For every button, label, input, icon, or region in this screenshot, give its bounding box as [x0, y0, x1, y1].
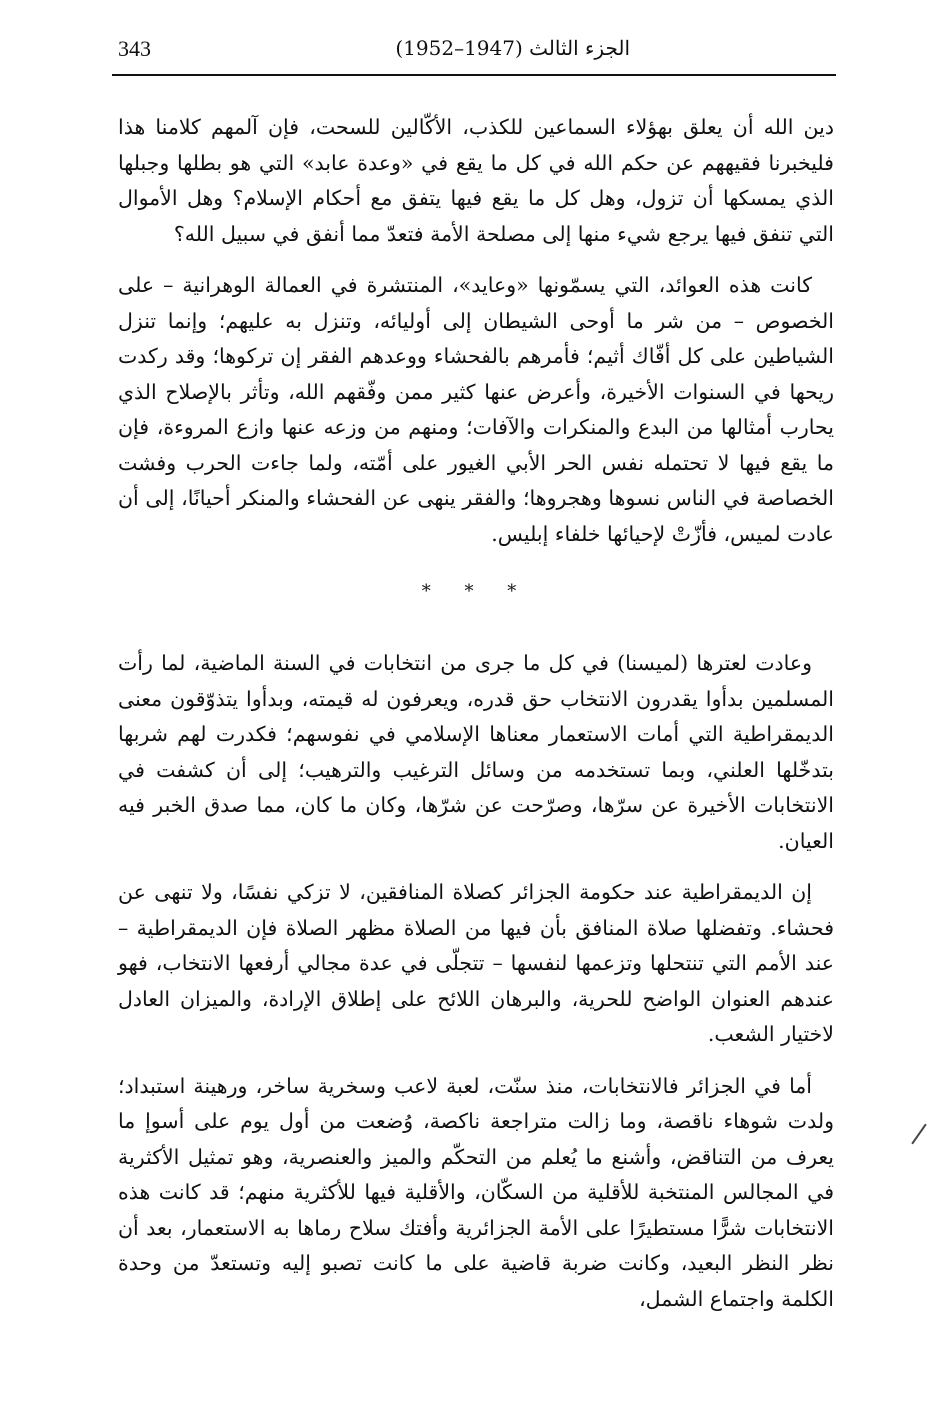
paragraph: وعادت لعترها (لميسنا) في كل ما جرى من انتخابات في السنة الماضية، لما رأت المسلمين بدأوا يقدرون الانتخاب حق قدره، ويعرفون له قيمته، وبدأوا يتذوّقون معنى الديمقراطية التي أمات الاستعمار معناها الإسلامي في نفوسهم؛ فكدرت لهم شربها بتدخّلها العلني، وبما تستخدمه من وسائل الترغيب والترهيب؛ إلى أن كشفت في الانتخابات الأخيرة عن سرّها، وصرّحت عن شرّها، وكان ما كان، مما صدق الخبر فيه العيان.: [118, 651, 834, 853]
page-header: [112, 34, 836, 76]
page-number: 343: [118, 36, 151, 61]
main-text: [118, 110, 834, 1333]
running-title: الجزء الثالث (1947–1952): [395, 36, 630, 60]
section-separator: * * *: [421, 581, 531, 602]
paragraph: أما في الجزائر فالانتخابات، منذ سنّت، لعبة لاعب وسخرية ساخر، ورهينة استبداد؛ ولدت شوهاء ناقصة، وما زالت متراجعة ناكصة، وُضعت من أول يوم على أسوإ ما يعرف من التناقض، وأشنع ما يُعلم من التحكّم والميز والعنصرية، وهو تمثيل الأكثرية في المجالس المنتخبة للأقلية من السكّان، والأقلية فيها للأكثرية منهم؛ قد كانت هذه الانتخابات شرًّا مستطيرًا على الأمة الجزائرية وأفتك سلاح رماها به الاستعمار، بعد أن نظر النظر البعيد، وكانت ضربة قاضية على ما كانت تصبو إليه وتستعدّ من وحدة الكلمة واجتماع الشمل،: [118, 1073, 834, 1311]
paragraph: إن الديمقراطية عند حكومة الجزائر كصلاة المنافقين، لا تزكي نفسًا، ولا تنهى عن فحشاء. وتفضلها صلاة المنافق بأن فيها من الصلاة مظهر الصلاة فإن الديمقراطية – عند الأمم التي تنتحلها وتزعمها لنفسها – تتجلّى في عدة مجالي أرفعها الانتخاب، فهو عندهم العنوان الواضح للحرية، والبرهان اللائح على إطلاق الإرادة، والميزان العادل لاختيار الشعب.: [118, 880, 834, 1046]
paragraph: كانت هذه العوائد، التي يسمّونها «وعايد»، المنتشرة في العمالة الوهرانية – على الخصوص – من شر ما أوحى الشيطان إلى أوليائه، وتنزل به عليهم؛ وإنما تنزل الشياطين على كل أفّاك أثيم؛ فأمرهم بالفحشاء ووعدهم الفقر إن تركوها؛ وقد ركدت ريحها في السنوات الأخيرة، وأعرض عنها كثير ممن وفّقهم الله، وتأثر بالإصلاح الذي يحارب أمثالها من البدع والمنكرات والآفات؛ ومنهم من وزعه عنها وازع المروءة، فإن ما يقع فيها لا تحتمله نفس الحر الأبي الغيور على أمّته، ولما جاءت الحرب وفشت الخصاصة في الناس نسوها وهجروها؛ والفقر ينهى عن الفحشاء والمنكر أحيانًا، إلى أن عادت لميس، فأزّتْ لإحيائها خلفاء إبليس.: [118, 273, 834, 546]
margin-pencil-mark: [911, 1124, 926, 1145]
paragraph: دين الله أن يعلق بهؤلاء السماعين للكذب، الأكّالين للسحت، فإن آلمهم كلامنا هذا فليخبرنا فقيههم عن حكم الله في كل ما يقع في «وعدة عابد» التي هو بطلها وجبلها الذي يمسكها أن تزول، وهل كل ما يقع فيها يتفق مع أحكام الإسلام؟ وهل الأموال التي تنفق فيها يرجع شيء منها إلى مصلحة الأمة فتعدّ مما أنفق في سبيل الله؟: [118, 115, 834, 246]
